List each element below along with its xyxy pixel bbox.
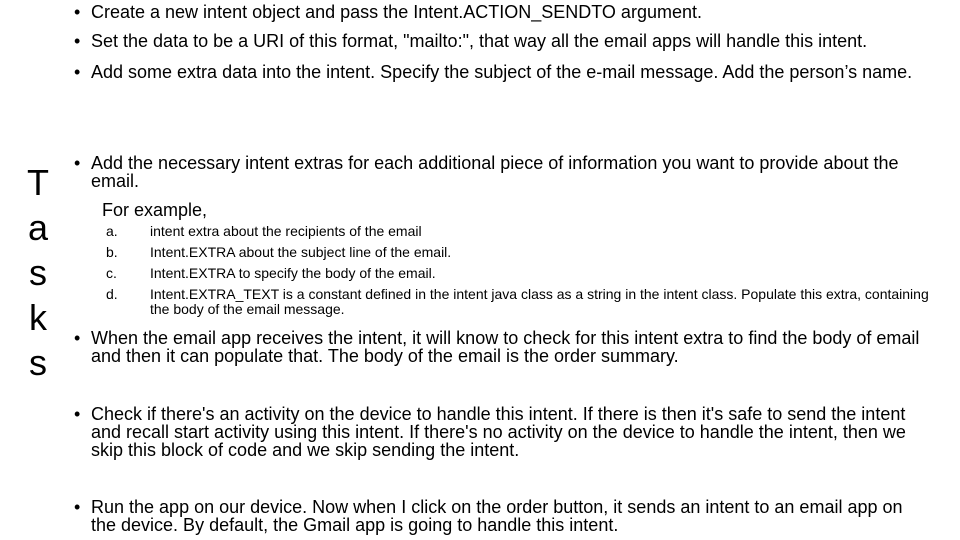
bullet-group-check	[72, 405, 932, 459]
for-example-label: For example,	[102, 200, 208, 220]
bullet-run-app: • Run the app on our device. Now when I click on the order button, it sends an intent to an email app on the device. By default, the Gmail app is going to handle this intent.	[72, 498, 932, 534]
example-item	[106, 287, 932, 317]
bullet-add-extra: • Add some extra data into the intent. Specify the subject of the e-mail message. Add the person’s name.	[72, 63, 932, 81]
example-item	[106, 245, 932, 260]
example-item	[106, 224, 932, 239]
example-text: Intent.EXTRA about the subject line of the email.	[150, 244, 452, 260]
title-letter: a	[27, 207, 49, 248]
example-marker: b.	[106, 244, 118, 260]
title-letter: s	[29, 252, 47, 293]
bullet-group-top	[72, 3, 932, 81]
bullet-group-extras	[72, 154, 932, 323]
example-marker: a.	[106, 223, 118, 239]
bullet-group-run	[72, 498, 932, 534]
example-text: intent extra about the recipients of the email	[150, 223, 422, 239]
title-letter: k	[29, 297, 47, 338]
title-letter: s	[29, 342, 47, 383]
title-letter: T	[27, 162, 49, 203]
bullet-intent-extras: • Add the necessary intent extras for each additional piece of information you want to provide about the email.	[72, 154, 932, 190]
example-item	[106, 266, 932, 281]
bullet-group-receive	[72, 329, 932, 365]
example-marker: c.	[106, 265, 117, 281]
bullet-email-receives: • When the email app receives the intent, it will know to check for this intent extra to find the body of email and then it can populate that. The body of the email is the order summary.	[72, 329, 932, 365]
example-marker: d.	[106, 286, 118, 302]
example-text: Intent.EXTRA to specify the body of the email.	[150, 265, 436, 281]
example-text: Intent.EXTRA_TEXT is a constant defined in the intent java class as a string in the intent class. Populate this extra, containing the body of the email message.	[150, 286, 929, 317]
bullet-check-activity: • Check if there's an activity on the device to handle this intent. If there is then it's safe to send the intent and recall start activity using this intent. If there's no activity on the device to handle the intent, then we skip this block of code and we skip sending the intent.	[72, 405, 932, 459]
slide-title-vertical	[24, 160, 52, 385]
bullet-set-data: • Set the data to be a URI of this format, "mailto:", that way all the email apps will handle this intent.	[72, 32, 932, 50]
example-list	[106, 224, 932, 317]
bullet-create-intent: • Create a new intent object and pass the Intent.ACTION_SENDTO argument.	[72, 3, 932, 21]
